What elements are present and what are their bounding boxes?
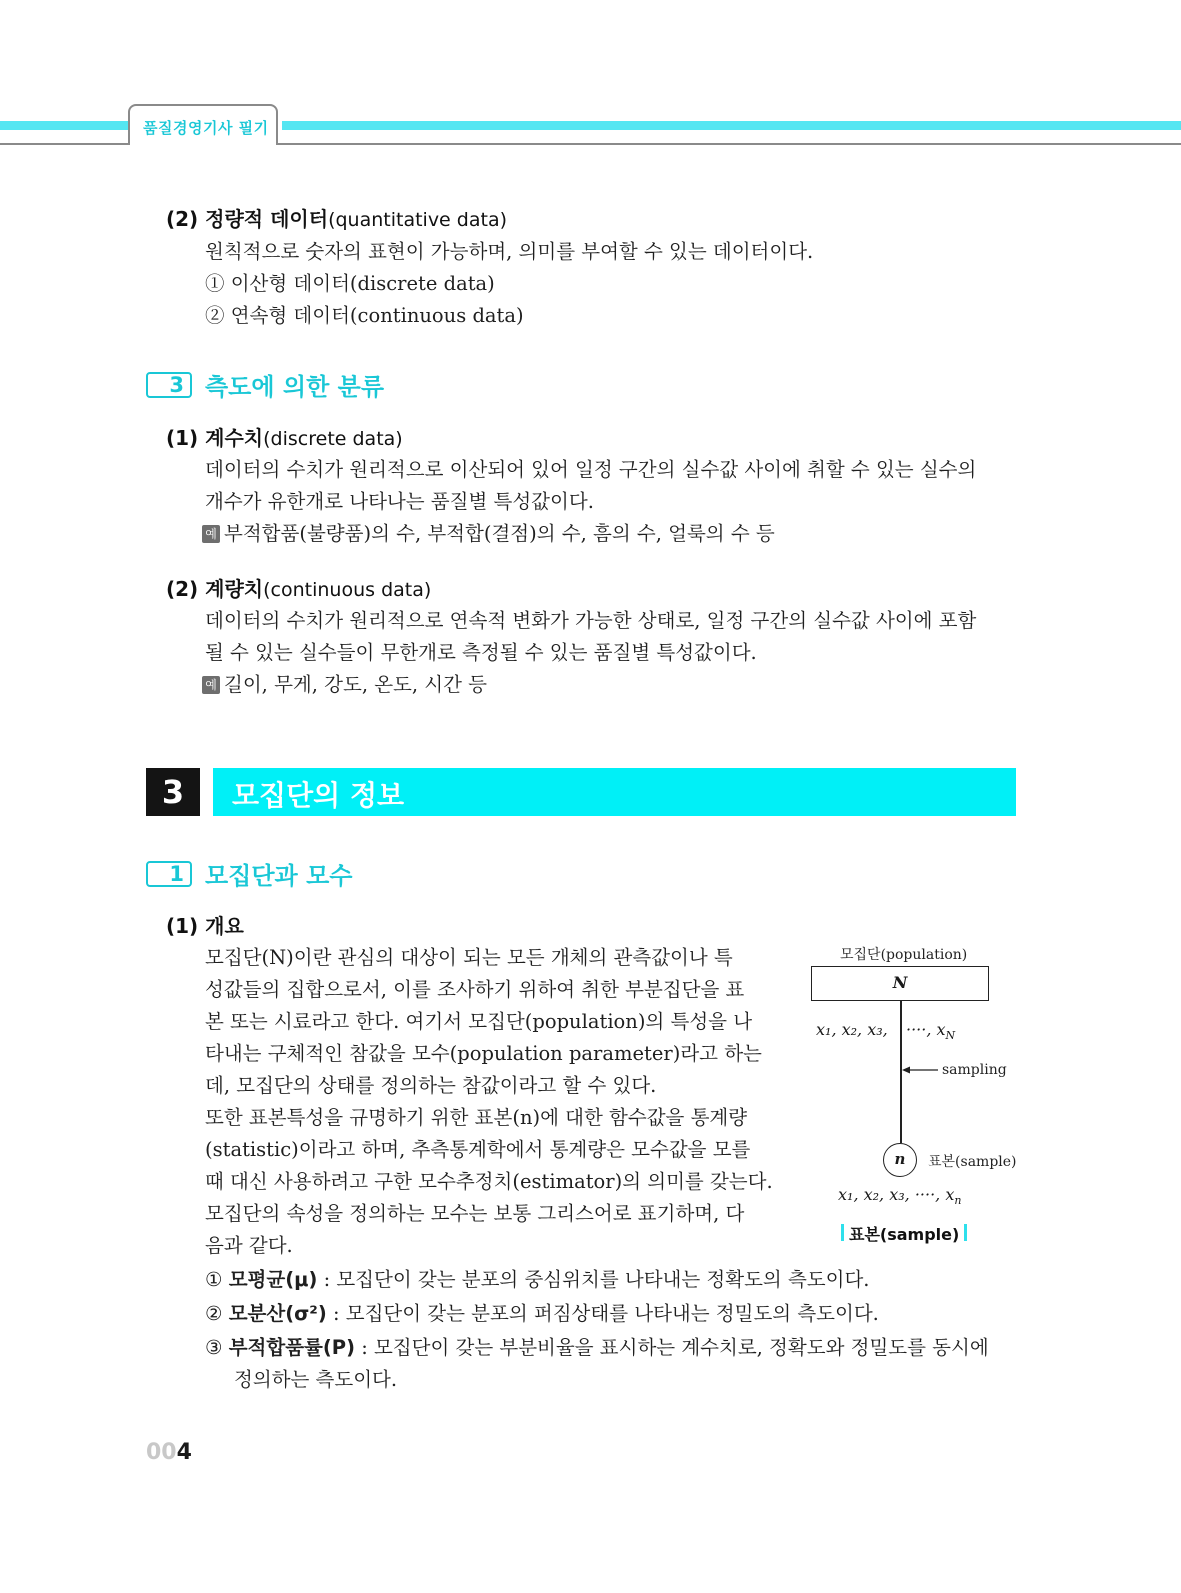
heading-quantitative-data <box>166 203 507 232</box>
list-item-continuation: 정의하는 측도이다. <box>234 1368 398 1391</box>
population-values-subscript: N <box>945 1029 956 1043</box>
paragraph-line: 타내는 구체적인 참값을 모수(population parameter)라고 하는 <box>205 1042 762 1065</box>
sample-values-subscript: n <box>954 1194 962 1208</box>
section-number: 1 <box>169 862 184 886</box>
section-number-box <box>146 861 192 887</box>
paragraph-line: 데, 모집단의 상태를 정의하는 참값이라고 할 수 있다. <box>205 1074 657 1097</box>
heading-korean: 개요 <box>205 914 244 938</box>
list-item <box>205 1298 879 1330</box>
list-item-desc: : 모집단이 갖는 분포의 퍼짐상태를 나타내는 정밀도의 측도이다. <box>326 1302 879 1325</box>
population-values-right-text: ····, x <box>906 1020 946 1039</box>
paragraph-line: 또한 표본특성을 규명하기 위한 표본(n)에 대한 함수값을 통계량 <box>205 1106 748 1129</box>
list-item-term: 부적합품률(P) <box>228 1336 355 1359</box>
list-item-desc: : 모집단이 갖는 분포의 중심위치를 나타내는 정확도의 측도이다. <box>317 1268 870 1291</box>
heading-korean: 계수치 <box>205 426 264 450</box>
section-title: 측도에 의한 분류 <box>205 373 384 401</box>
list-item-number: ② <box>205 1302 223 1325</box>
heading-number: (1) <box>166 914 199 938</box>
paragraph-line: 모집단(N)이란 관심의 대상이 되는 모든 개체의 관측값이나 특 <box>205 946 733 969</box>
heading-english: (discrete data) <box>263 428 403 450</box>
page-number <box>146 1440 192 1465</box>
chapter-title: 모집단의 정보 <box>232 779 405 812</box>
heading-korean: 정량적 데이터 <box>205 207 329 231</box>
paragraph-line: 데이터의 수치가 원리적으로 연속적 변화가 가능한 상태로, 일정 구간의 실수값 사이에 포함 <box>205 609 977 632</box>
section-number: 3 <box>169 373 184 397</box>
list-item-number: ① <box>205 1268 223 1291</box>
sampling-arrow-icon <box>900 1064 940 1076</box>
list-item-term: 모분산(σ²) <box>228 1302 327 1325</box>
paragraph-line: 모집단의 속성을 정의하는 모수는 보통 그리스어로 표기하며, 다 <box>205 1202 745 1225</box>
heading-number: (2) <box>166 207 199 231</box>
heading-number: (1) <box>166 426 199 450</box>
list-item <box>205 1264 870 1296</box>
list-item: ① 이산형 데이터(discrete data) <box>205 272 495 295</box>
page-number-value: 4 <box>176 1440 192 1465</box>
header-accent-bar-left <box>0 121 130 130</box>
sample-values <box>838 1185 961 1207</box>
heading-discrete-data <box>166 422 403 451</box>
paragraph-line: 때 대신 사용하려고 구한 모수추정치(estimator)의 의미를 갖는다. <box>205 1170 773 1193</box>
paragraph-line: 개수가 유한개로 나타나는 품질별 특성값이다. <box>205 490 594 513</box>
list-item: ② 연속형 데이터(continuous data) <box>205 304 524 327</box>
example-badge: 예 <box>202 525 220 543</box>
population-values-left: x₁, x₂, x₃, <box>816 1020 888 1039</box>
heading-overview <box>166 910 244 939</box>
heading-korean: 계량치 <box>205 577 264 601</box>
sample-caption: 표본(sample) <box>928 1154 1017 1170</box>
chapter-number: 3 <box>146 768 200 816</box>
list-item <box>205 1332 989 1364</box>
example-badge: 예 <box>202 676 220 694</box>
paragraph-line: 음과 같다. <box>205 1234 293 1257</box>
population-box <box>811 966 989 1001</box>
example-text: 길이, 무게, 강도, 온도, 시간 등 <box>224 673 487 696</box>
population-values-right <box>906 1020 955 1042</box>
paragraph-line: 데이터의 수치가 원리적으로 이산되어 있어 일정 구간의 실수값 사이에 취할 수 있는 실수의 <box>205 458 977 481</box>
paragraph-line: 원칙적으로 숫자의 표현이 가능하며, 의미를 부여할 수 있는 데이터이다. <box>205 240 814 263</box>
diagram-label: 표본(sample) <box>849 1222 959 1245</box>
section-title: 모집단과 모수 <box>205 862 353 890</box>
section-number-box <box>146 372 192 398</box>
list-item-desc: : 모집단이 갖는 부분비율을 표시하는 계수치로, 정확도와 정밀도를 동시에 <box>355 1336 989 1359</box>
heading-english: (quantitative data) <box>328 209 507 231</box>
list-item-term: 모평균(μ) <box>228 1268 318 1291</box>
paragraph-line: 본 또는 시료라고 한다. 여기서 모집단(population)의 특성을 나 <box>205 1010 753 1033</box>
header-tab <box>128 104 278 143</box>
sample-values-text: x₁, x₂, x₃, ····, x <box>838 1185 955 1204</box>
list-item-number: ③ <box>205 1336 223 1359</box>
heading-number: (2) <box>166 577 199 601</box>
header-accent-bar-right <box>282 121 1181 130</box>
paragraph-line: 될 수 있는 실수들이 무한개로 측정될 수 있는 품질별 특성값이다. <box>205 641 757 664</box>
paragraph-line: (statistic)이라고 하며, 추측통계학에서 통계량은 모수값을 모를 <box>205 1138 751 1161</box>
population-caption: 모집단(population) <box>840 947 968 963</box>
population-symbol: N <box>892 973 908 992</box>
example-line <box>202 518 775 550</box>
sampling-label: sampling <box>942 1062 1007 1078</box>
paragraph-line: 성값들의 집합으로서, 이를 조사하기 위하여 취한 부분집단을 표 <box>205 978 745 1001</box>
header-tab-cover <box>130 141 276 145</box>
heading-english: (continuous data) <box>263 579 432 601</box>
header-tab-label: 품질경영기사 필기 <box>143 119 269 137</box>
example-line <box>202 669 487 701</box>
sample-circle: n <box>883 1143 917 1177</box>
page-number-prefix: 00 <box>146 1440 177 1465</box>
heading-continuous-data <box>166 573 431 602</box>
example-text: 부적합품(불량품)의 수, 부적합(결점)의 수, 흠의 수, 얼룩의 수 등 <box>224 522 775 545</box>
